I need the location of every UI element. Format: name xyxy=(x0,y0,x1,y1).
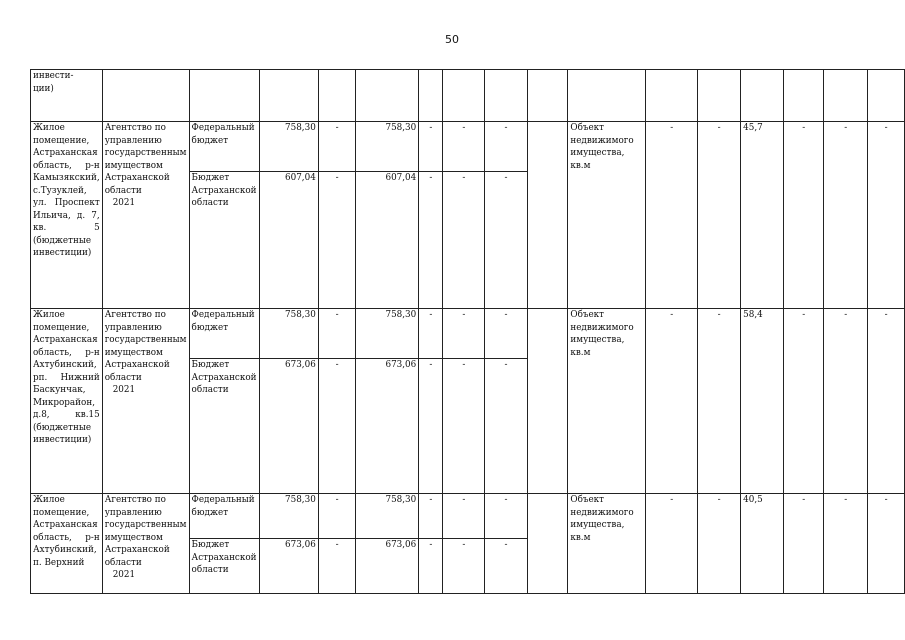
area-cell: 40,5 xyxy=(741,494,784,594)
value-cell: - xyxy=(824,122,868,309)
agency-cell: Агентство по управлению государственным имуществом Астраханской области 2021 xyxy=(102,309,189,494)
value-cell: 607,04 xyxy=(356,172,419,309)
year-text: 2021 xyxy=(112,570,136,580)
value-cell: - xyxy=(868,494,905,594)
value-cell: - xyxy=(646,122,698,309)
value-cell: - xyxy=(419,172,443,309)
value-cell: - xyxy=(485,309,527,359)
value-cell: - xyxy=(824,494,868,594)
value-cell: - xyxy=(646,309,698,494)
value-cell: 673,06 xyxy=(259,359,318,494)
value-cell: 673,06 xyxy=(259,539,318,594)
value-cell: - xyxy=(419,539,443,594)
value-cell: - xyxy=(824,309,868,494)
value-cell: - xyxy=(698,309,741,494)
value-cell: 758,30 xyxy=(259,494,318,539)
value-cell: - xyxy=(868,122,905,309)
value-cell: - xyxy=(443,539,485,594)
value-cell: 673,06 xyxy=(356,539,419,594)
value-cell: - xyxy=(419,122,443,172)
value-cell: 758,30 xyxy=(356,122,419,172)
agency-cell: Агентство по управлению государственным имуществом Астраханской области 2021 xyxy=(102,122,189,309)
year-text: 2021 xyxy=(112,385,136,395)
object-name-cell: Жилое помещение, Астраханская область, р-н Камызякский, с.Тузуклей, ул. Проспект Ильича, д. 7, кв. 5 (бюджетные инвестиции) xyxy=(31,122,103,309)
value-cell: - xyxy=(419,494,443,539)
value-cell: - xyxy=(784,309,824,494)
table-row xyxy=(31,122,905,172)
indicator-cell: Объект недвижимого имущества, кв.м xyxy=(568,309,646,494)
value-cell: 607,04 xyxy=(259,172,318,309)
agency-cell: Агентство по управлению государственным имуществом Астраханской области 2021 xyxy=(102,494,189,594)
table-row xyxy=(31,494,905,539)
value-cell: - xyxy=(784,494,824,594)
value-cell: - xyxy=(646,494,698,594)
value-cell: - xyxy=(419,309,443,359)
value-cell: - xyxy=(443,494,485,539)
area-cell: 58,4 xyxy=(741,309,784,494)
indicator-cell: Объект недвижимого имущества, кв.м xyxy=(568,494,646,594)
budget-source-cell: Федеральный бюджет xyxy=(189,122,259,172)
area-cell: 45,7 xyxy=(741,122,784,309)
table-row xyxy=(31,309,905,359)
value-cell: - xyxy=(485,172,527,309)
object-name-cell: Жилое помещение, Астраханская область, р-н Ахтубинский, п. Верхний xyxy=(31,494,103,594)
value-cell: - xyxy=(318,309,356,359)
value-cell: - xyxy=(485,122,527,172)
object-name-cell: инвести- ции) xyxy=(31,70,103,122)
value-cell: - xyxy=(318,539,356,594)
budget-source-cell: Бюджет Астраханской области xyxy=(189,172,259,309)
value-cell: - xyxy=(784,122,824,309)
value-cell: 673,06 xyxy=(356,359,419,494)
object-name-cell: Жилое помещение, Астраханская область, р-н Ахтубинский, рп. Нижний Баскунчак, Микрорайон, д.8, кв.15 (бюджетные инвестиции) xyxy=(31,309,103,494)
value-cell: - xyxy=(318,494,356,539)
value-cell: - xyxy=(443,172,485,309)
value-cell: - xyxy=(485,539,527,594)
value-cell: - xyxy=(318,172,356,309)
value-cell: - xyxy=(485,494,527,539)
value-cell: - xyxy=(443,309,485,359)
value-cell: - xyxy=(868,309,905,494)
value-cell: - xyxy=(318,359,356,494)
page-number: 50 xyxy=(445,33,459,46)
value-cell: - xyxy=(443,359,485,494)
budget-source-cell: Бюджет Астраханской области xyxy=(189,539,259,594)
value-cell: 758,30 xyxy=(356,494,419,539)
value-cell: 758,30 xyxy=(356,309,419,359)
value-cell: - xyxy=(443,122,485,172)
value-cell: 758,30 xyxy=(259,309,318,359)
value-cell: - xyxy=(485,359,527,494)
value-cell: - xyxy=(698,494,741,594)
value-cell: - xyxy=(698,122,741,309)
budget-source-cell: Федеральный бюджет xyxy=(189,309,259,359)
table-row xyxy=(31,70,905,122)
year-text: 2021 xyxy=(112,198,136,208)
budget-table xyxy=(30,69,905,594)
budget-source-cell: Бюджет Астраханской области xyxy=(189,359,259,494)
value-cell: 758,30 xyxy=(259,122,318,172)
value-cell: - xyxy=(419,359,443,494)
indicator-cell: Объект недвижимого имущества, кв.м xyxy=(568,122,646,309)
value-cell: - xyxy=(318,122,356,172)
budget-source-cell: Федеральный бюджет xyxy=(189,494,259,539)
